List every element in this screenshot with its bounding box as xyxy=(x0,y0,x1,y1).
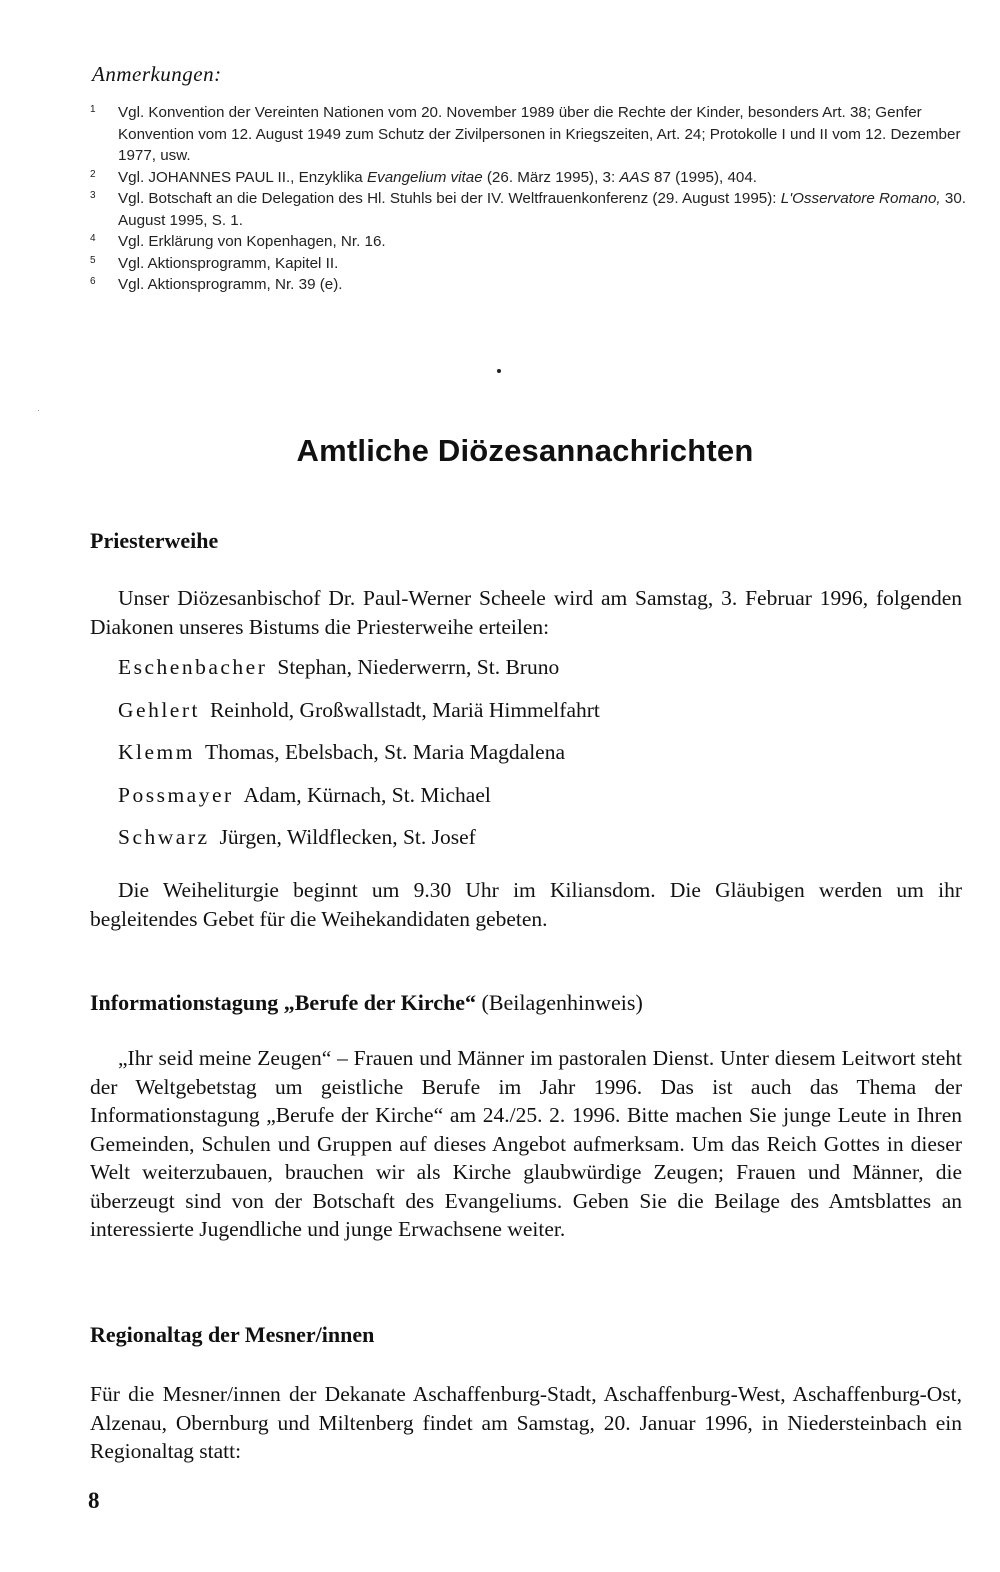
footnote-number: 4 xyxy=(90,233,96,244)
closing-paragraph: Die Weiheliturgie beginnt um 9.30 Uhr im Kiliansdom. Die Gläubigen werden um ihr begleitendes Gebet für die Weihekandidaten gebeten. xyxy=(90,878,962,931)
footnote-text: 30. August 1995, S. 1. xyxy=(118,190,967,229)
footnote-4 xyxy=(90,231,970,253)
footnote-text: Vgl. Aktionsprogramm, Nr. 39 (e). xyxy=(118,276,343,293)
footnote-italic-title: Evangelium vitae xyxy=(366,168,483,186)
main-title: Amtliche Diözesannachrichten xyxy=(296,433,754,468)
regionaltag-paragraph: Für die Mesner/innen der Dekanate Aschaffenburg-Stadt, Aschaffenburg-West, Aschaffenburg-Ost, Alzenau, Obernburg und Miltenberg findet am Samstag, 20. Januar 1996, in Niedersteinbach ein Regionaltag statt: xyxy=(90,1382,962,1463)
candidate-item xyxy=(118,737,600,780)
candidate-surname: Possmayer xyxy=(118,782,234,807)
candidate-details: Thomas, Ebelsbach, St. Maria Magdalena xyxy=(205,740,566,764)
footnotes-list xyxy=(90,102,970,296)
footnote-italic-abbrev: AAS xyxy=(619,168,650,186)
footnote-3 xyxy=(90,188,970,231)
footnote-text: Vgl. Aktionsprogramm, Kapitel II. xyxy=(118,254,339,272)
footnote-number: 5 xyxy=(90,254,96,266)
candidate-surname: Gehlert xyxy=(118,697,200,722)
footnote-number: 6 xyxy=(90,276,96,287)
candidate-item xyxy=(118,695,600,738)
footnote-number: 2 xyxy=(90,168,96,180)
section-heading-priesterweihe: Priesterweihe xyxy=(90,528,219,553)
priesterweihe-intro xyxy=(90,584,962,641)
footnote-1 xyxy=(90,102,970,167)
footnote-text: Vgl. Konvention der Vereinten Nationen vom 20. November 1989 über die Rechte der Kinder, besonders Art. 38; Genfer Konvention vom 12. August 1949 zum Schutz der Zivilpersonen in Kriegszeiten, Art. 24; Protokolle I und II vom 12. Dezember 1977, usw. xyxy=(118,104,961,164)
footnote-6 xyxy=(90,274,970,296)
separator-dot xyxy=(497,369,501,373)
regionaltag-body xyxy=(90,1380,962,1466)
informationstagung-body xyxy=(90,1044,962,1244)
candidate-item xyxy=(118,822,600,865)
candidate-list xyxy=(118,652,600,865)
page-number: 8 xyxy=(88,1488,100,1513)
footnote-number: 1 xyxy=(90,104,96,115)
section-heading-regionaltag: Regionaltag der Mesner/innen xyxy=(90,1322,375,1347)
informationstagung-paragraph: „Ihr seid meine Zeugen“ – Frauen und Männer im pastoralen Dienst. Unter diesem Leitwort steht der Weltgebetstag um geistliche Berufe im Jahr 1996. Das ist auch das Thema der Informationstagung „Berufe der Kirche“ am 24./25. 2. 1996. Bitte machen Sie junge Leute in Ihren Gemeinden, Schulen und Gruppen auf dieses Angebot aufmerksam. Um das Reich Gottes in dieser Welt weiterzubauen, brauchen wir als Kirche glaubwürdige Zeugen; Frauen und Männer, die überzeugt sind von der Botschaft des Evangeliums. Geben Sie die Beilage des Amtsblattes an interessierte Jugendliche und junge Erwachsene weiter. xyxy=(90,1046,962,1241)
candidate-details: Reinhold, Großwallstadt, Mariä Himmelfahrt xyxy=(209,697,600,722)
footnote-text: 87 (1995), 404. xyxy=(649,168,758,186)
candidate-surname: Schwarz xyxy=(118,825,210,849)
footnote-italic-title: L'Osservatore Romano, xyxy=(780,190,941,207)
footnote-text: (26. März 1995), 3: xyxy=(482,168,620,186)
intro-paragraph: Unser Diözesanbischof Dr. Paul-Werner Scheele wird am Samstag, 3. Februar 1996, folgenden Diakonen unseres Bistums die Priesterweihe erteilen: xyxy=(90,586,962,639)
footnote-text: Vgl. Botschaft an die Delegation des Hl. Stuhls bei der IV. Weltfrauenkonferenz (29. August 1995): xyxy=(118,190,781,207)
heading-note: (Beilagenhinweis) xyxy=(476,990,643,1015)
candidate-details: Jürgen, Wildflecken, St. Josef xyxy=(219,825,476,849)
scan-speck xyxy=(38,410,39,411)
candidate-item xyxy=(118,652,600,695)
candidate-surname: Eschenbacher xyxy=(118,655,268,679)
footnote-text: Vgl. Erklärung von Kopenhagen, Nr. 16. xyxy=(118,233,386,250)
footnote-number: 3 xyxy=(90,190,96,201)
heading-bold-part: Informationstagung „Berufe der Kirche“ xyxy=(90,990,476,1015)
candidate-details: Adam, Kürnach, St. Michael xyxy=(243,782,491,807)
footnote-2 xyxy=(90,167,970,189)
candidate-surname: Klemm xyxy=(118,740,195,764)
footnote-text: Vgl. JOHANNES PAUL II., Enzyklika xyxy=(118,168,367,186)
priesterweihe-closing xyxy=(90,876,962,933)
candidate-details: Stephan, Niederwerrn, St. Bruno xyxy=(277,655,560,679)
section-heading-informationstagung xyxy=(90,990,643,1016)
candidate-item xyxy=(118,780,600,823)
footnote-5 xyxy=(90,253,970,275)
notes-heading: Anmerkungen: xyxy=(92,62,222,86)
